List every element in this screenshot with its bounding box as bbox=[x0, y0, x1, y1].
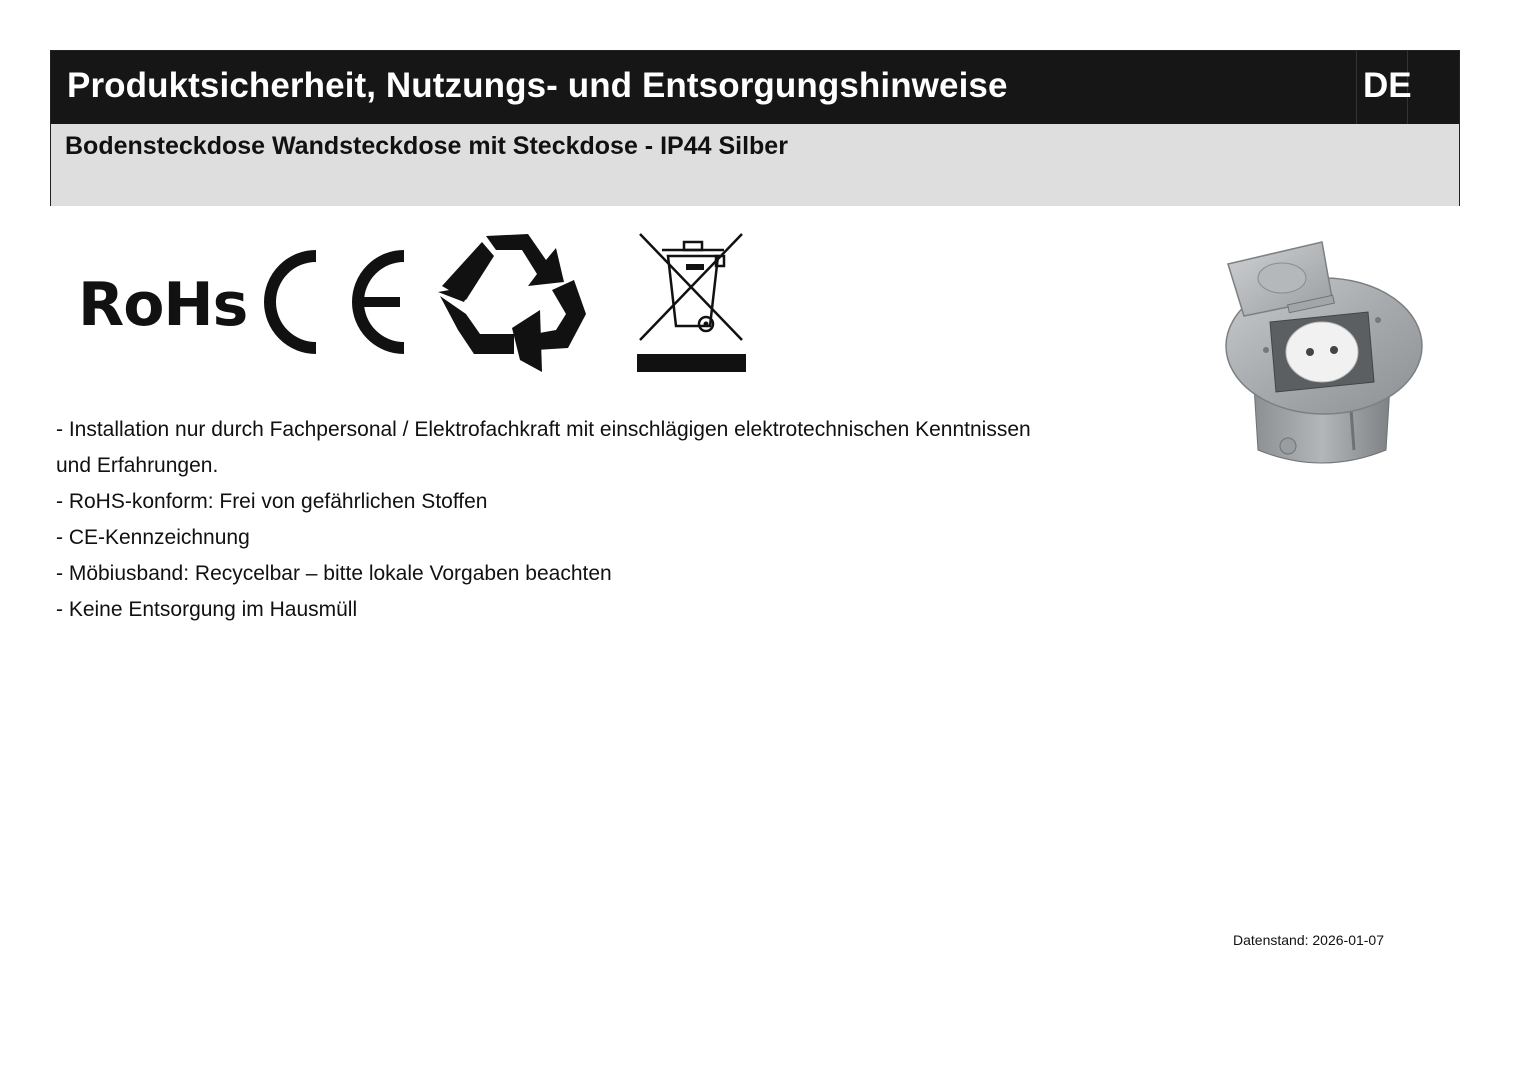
product-name-bar bbox=[51, 124, 1459, 206]
note-line: - Installation nur durch Fachpersonal / Elektrofachkraft mit einschlägigen elektrotechnischen Kenntnissen bbox=[56, 418, 1031, 441]
note-line: - Keine Entsorgung im Hausmüll bbox=[56, 598, 358, 621]
ce-mark-icon bbox=[256, 250, 408, 354]
product-image bbox=[1218, 236, 1428, 476]
weee-bin-icon bbox=[636, 230, 748, 374]
language-cell bbox=[1356, 51, 1412, 124]
page-title: Produktsicherheit, Nutzungs- und Entsorgungshinweise bbox=[67, 66, 1008, 105]
recycling-icon bbox=[436, 230, 588, 375]
language-code: DE bbox=[1363, 66, 1412, 105]
note-line: - RoHS-konform: Frei von gefährlichen Stoffen bbox=[56, 490, 488, 513]
header-block bbox=[50, 50, 1460, 206]
rohs-logo: RoHs bbox=[78, 270, 248, 340]
product-name: Bodensteckdose Wandsteckdose mit Steckdose - IP44 Silber bbox=[65, 132, 788, 160]
safety-notes bbox=[56, 412, 1136, 628]
note-line: - CE-Kennzeichnung bbox=[56, 526, 250, 549]
note-line: - Möbiusband: Recycelbar – bitte lokale Vorgaben beachten bbox=[56, 562, 612, 585]
title-bar bbox=[51, 51, 1459, 124]
note-line: und Erfahrungen. bbox=[56, 454, 219, 477]
data-date: Datenstand: 2026-01-07 bbox=[1233, 932, 1384, 948]
